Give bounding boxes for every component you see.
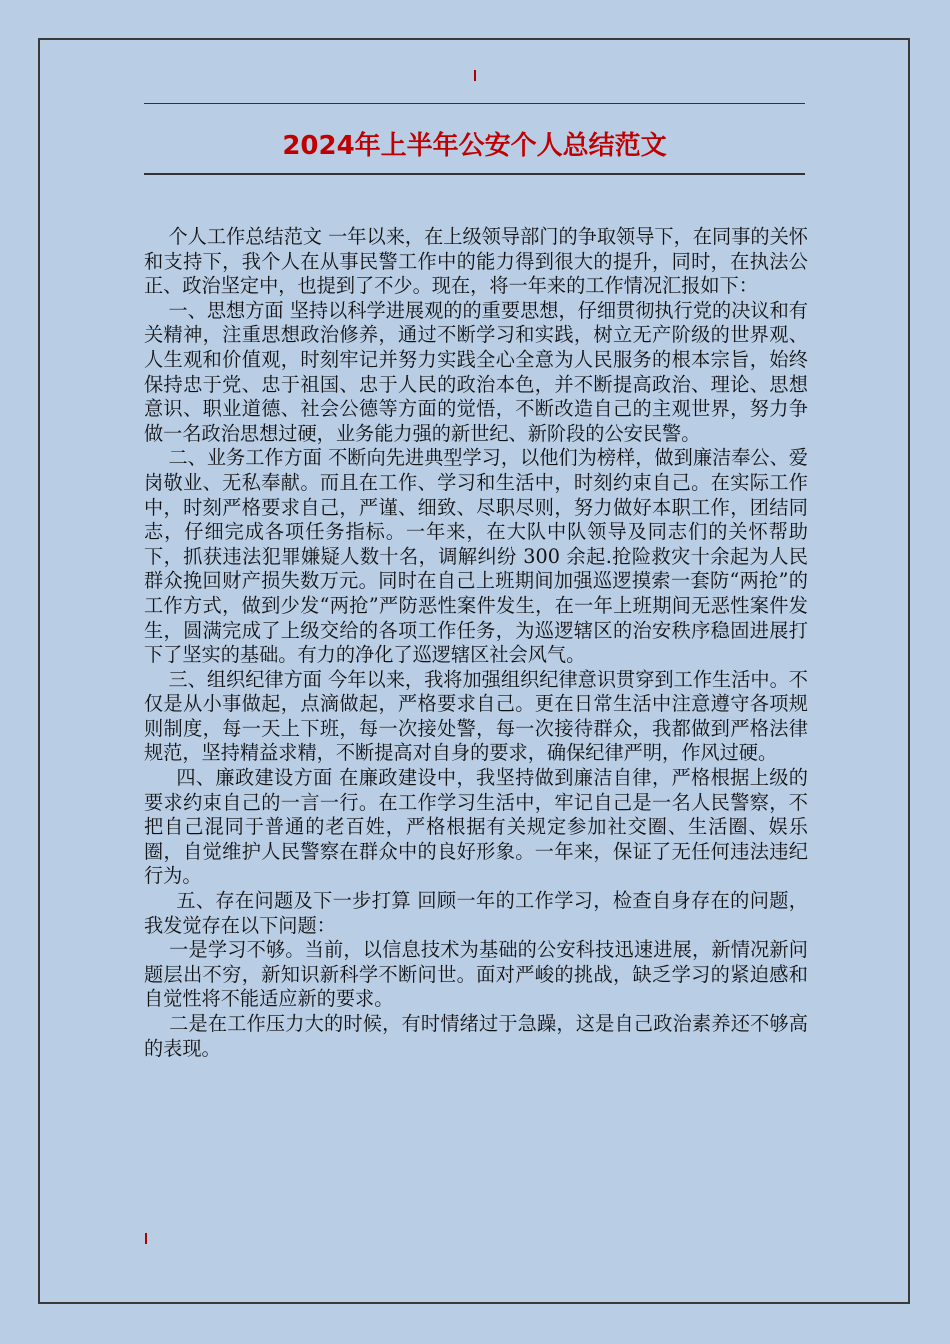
paragraph-business: 二、业务工作方面 不断向先进典型学习，以他们为榜样，做到廉洁奉公、爱岗敬业、无私奉献。而且在工作、学习和生活中，时刻约束自己。在实际工作中，时刻严格要求自己，严谨、细致、尽职尽则，努力做好本职工作，团结同志，仔细完成各项任务指标。一年来，在大队中队领导及同志们的关怀帮助下，抓获违法犯罪嫌疑人数十名，调解纠纷 300 余起.抢险救灾十余起为人民群众挽回财产损失数万元。同时在自己上班期间加强巡逻摸索一套防“两抢”的工作方式，做到少发“两抢”严防恶性案件发生，在一年上班期间无恶性案件发生，圆满完成了上级交给的各项工作任务，为巡逻辖区的治安秩序稳固进展打下了坚实的基础。有力的净化了巡逻辖区社会风气。 bbox=[144, 446, 808, 667]
top-mark bbox=[474, 70, 476, 81]
paragraph-problems: 五、存在问题及下一步打算 回顾一年的工作学习，检查自身存在的问题，我发觉存在以下问题： bbox=[144, 889, 808, 937]
document-title: 2024年上半年公安个人总结范文 bbox=[282, 131, 667, 161]
bottom-mark bbox=[145, 1233, 147, 1244]
paragraph-problem-2: 二是在工作压力大的时候，有时情绪过于急躁，这是自己政治素养还不够高的表现。 bbox=[144, 1012, 808, 1060]
paragraph-problem-1: 一是学习不够。当前，以信息技术为基础的公安科技迅速进展，新情况新问题层出不穷，新知识新科学不断问世。面对严峻的挑战，缺乏学习的紧迫感和自觉性将不能适应新的要求。 bbox=[144, 938, 808, 1011]
document-body bbox=[144, 225, 808, 1061]
header-rule bbox=[144, 103, 805, 104]
title-underline bbox=[144, 173, 805, 175]
paragraph-discipline: 三、组织纪律方面 今年以来，我将加强组织纪律意识贯穿到工作生活中。不仅是从小事做起，点滴做起，严格要求自己。更在日常生活中注意遵守各项规则制度，每一天上下班，每一次接处警，每一次接待群众，我都做到严格法律规范，坚持精益求精，不断提高对自身的要求，确保纪律严明，作风过硬。 bbox=[144, 667, 808, 765]
paragraph-thought: 一、思想方面 坚持以科学进展观的的重要思想，仔细贯彻执行党的决议和有关精神，注重思想政治修养，通过不断学习和实践，树立无产阶级的世界观、人生观和价值观，时刻牢记并努力实践全心全意为人民服务的根本宗旨，始终保持忠于党、忠于祖国、忠于人民的政治本色，并不断提高政治、理论、思想意识、职业道德、社会公德等方面的觉悟，不断改造自己的主观世界，努力争做一名政治思想过硬，业务能力强的新世纪、新阶段的公安民警。 bbox=[144, 298, 808, 445]
paragraph-integrity: 四、廉政建设方面 在廉政建设中，我坚持做到廉洁自律，严格根据上级的要求约束自己的一言一行。在工作学习生活中，牢记自己是一名人民警察，不把自己混同于普通的老百姓，严格根据有关规定参加社交圈、生活圈、娱乐圈，自觉维护人民警察在群众中的良好形象。一年来，保证了无任何违法违纪行为。 bbox=[144, 766, 808, 888]
paragraph-intro: 个人工作总结范文 一年以来，在上级领导部门的争取领导下，在同事的关怀和支持下，我个人在从事民警工作中的能力得到很大的提升，同时，在执法公正、政治坚定中，也提到了不少。现在，将一年来的工作情况汇报如下： bbox=[144, 225, 808, 298]
